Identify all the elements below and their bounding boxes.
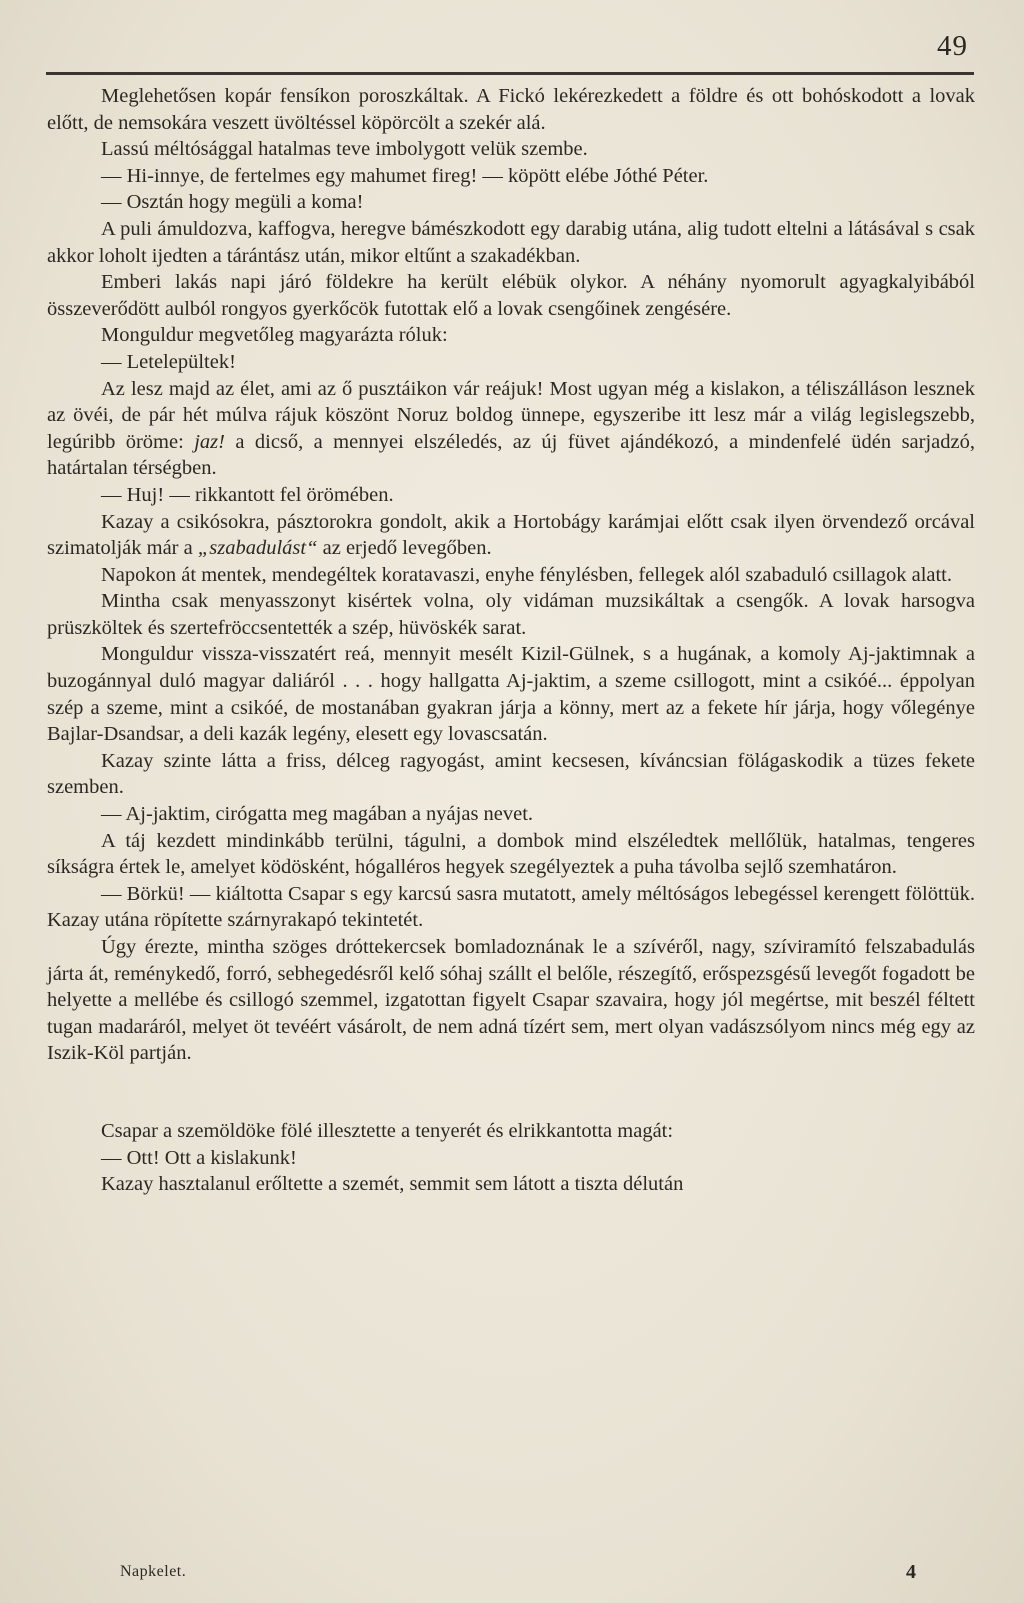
paragraph: Emberi lakás napi járó földekre ha került elébük olykor. A néhány nyomorult agyagkalyibából összeverődött aulból rongyos gyerkőcök futottak elő a lovak csengőinek zengésére. — [47, 271, 975, 320]
paragraph: — Letelepültek! — [101, 350, 236, 373]
paragraph: — Börkü! — kiáltotta Csapar s egy karcsú sasra mutatott, amely méltóságos lebegéssel kerengett fölöttük. Kazay utána röpítette szárnyrakapó tekintetét. — [47, 882, 975, 932]
paragraph: Napokon át mentek, mendegéltek koratavaszi, enyhe fénylésben, fellegek alól szabaduló csillagok alatt. — [101, 563, 953, 586]
signature-mark: Napkelet. — [120, 1563, 187, 1580]
paragraph: Úgy érezte, mintha szöges dróttekercsek bomladoznának le a szívéről, nagy, szíviramító felszabadulás járta át, reménykedő, forró, sebhegedésről kelő sóhaj szállt el belőle, részegítő, erőspezsgésű levegőt fogadott be helyette a mellébe és csillogó szemmel, izgatottan figyelt Csapar szavaira, hogy jól megértse, mit beszél féltett tugan madaráról, melyet öt tevéért vásárolt, de nem adná tízért sem, mert olyan vadászsólyom nincs még egy az Iszik-Köl partján. — [47, 936, 975, 1065]
paragraph: A táj kezdett mindinkább terülni, tágulni, a dombok mind elszéledtek mellőlük, hatalmas, tengeres síkságra értek le, amelyet ködösként, hógalléros hegyek szegélyeztek a puha távolba sejlő szemhatáron. — [47, 829, 975, 879]
paragraph: Kazay hasztalanul erőltette a szemét, semmit sem látott a tiszta délután — [101, 1173, 684, 1196]
paragraph: Csapar a szemöldöke fölé illesztette a tenyerét és elrikkantotta magát: — [101, 1119, 674, 1142]
paragraph: — Ott! Ott a kislakunk! — [101, 1146, 297, 1169]
paragraph: Az lesz majd az élet, ami az ő pusztáikon vár reájuk! Most ugyan még a kislakon, a téliszálláson lesznek az övéi, de pár hét múlva rájuk köszönt Noruz boldog ünnepe, egyszeribe itt lesz már a világ legislegszebb, legúribb öröme: jaz! a dicső, a mennyei elszéledés, az új füvet ajándékozó, a mindenfelé üdén sarjadzó, határtalan térségben. — [47, 377, 975, 480]
paragraph: Mintha csak menyasszonyt kisértek volna, oly vidáman muzsikáltak a csengők. A lovak harsogva prüszköltek és szertefröccsentették a szép, hüvöskék sarat. — [47, 590, 975, 639]
signature-number: 4 — [906, 1561, 916, 1583]
header-rule — [46, 72, 974, 75]
paragraph: — Hi-innye, de fertelmes egy mahumet fireg! — köpött elébe Jóthé Péter. — [101, 164, 709, 187]
paragraph: Monguldur megvetőleg magyarázta róluk: — [101, 324, 448, 347]
paragraph: A puli ámuldozva, kaffogva, heregve bámészkodott egy darabig utána, alig tudott eltelni a látásával s csak akkor loholt ijedten a tárántász után, mikor eltűnt a szakadékban. — [47, 217, 975, 267]
page-number: 49 — [937, 30, 968, 62]
paragraph: Kazay szinte látta a friss, délceg ragyogást, amint kecsesen, kíváncsian fölágaskodik a tüzes fekete szemben. — [47, 749, 975, 799]
paragraph: Monguldur vissza-visszatért reá, mennyit mesélt Kizil-Gülnek, s a hugának, a komoly Aj-jaktimnak a buzogánnyal duló magyar daliáról . . . hogy hallgatta Aj-jaktim, a szeme csillogott, mint a csikóé... éppolyan szép a szeme, mint a csikóé, de mostanában gyakran járja a könny, mert az a fekete hír járja, hogy vőlegénye Bajlar-Dsandsar, a deli kazák legény, elesett egy lovascsatán. — [47, 643, 975, 746]
body-text — [47, 83, 975, 1198]
paragraph: — Osztán hogy megüli a koma! — [101, 191, 364, 214]
paragraph: Lassú méltósággal hatalmas teve imbolygott velük szembe. — [101, 138, 588, 161]
paragraph: Kazay a csikósokra, pásztorokra gondolt, akik a Hortobágy karámjai előtt csak ilyen örvendező orcával szimatolják már a „szabadulást“ az erjedő levegőben. — [47, 510, 975, 560]
emphasis: „szabadulást“ — [197, 537, 318, 560]
emphasis: jaz! — [194, 430, 225, 453]
paragraph: — Aj-jaktim, cirógatta meg magában a nyájas nevet. — [101, 803, 534, 826]
paragraph: Meglehetősen kopár fensíkon poroszkáltak. A Fickó lekérezkedett a földre és ott bohóskodott a lovak előtt, de nemsokára veszett üvöltéssel köpörcölt a szekér alá. — [47, 85, 975, 134]
paragraph: — Huj! — rikkantott fel örömében. — [101, 483, 394, 506]
